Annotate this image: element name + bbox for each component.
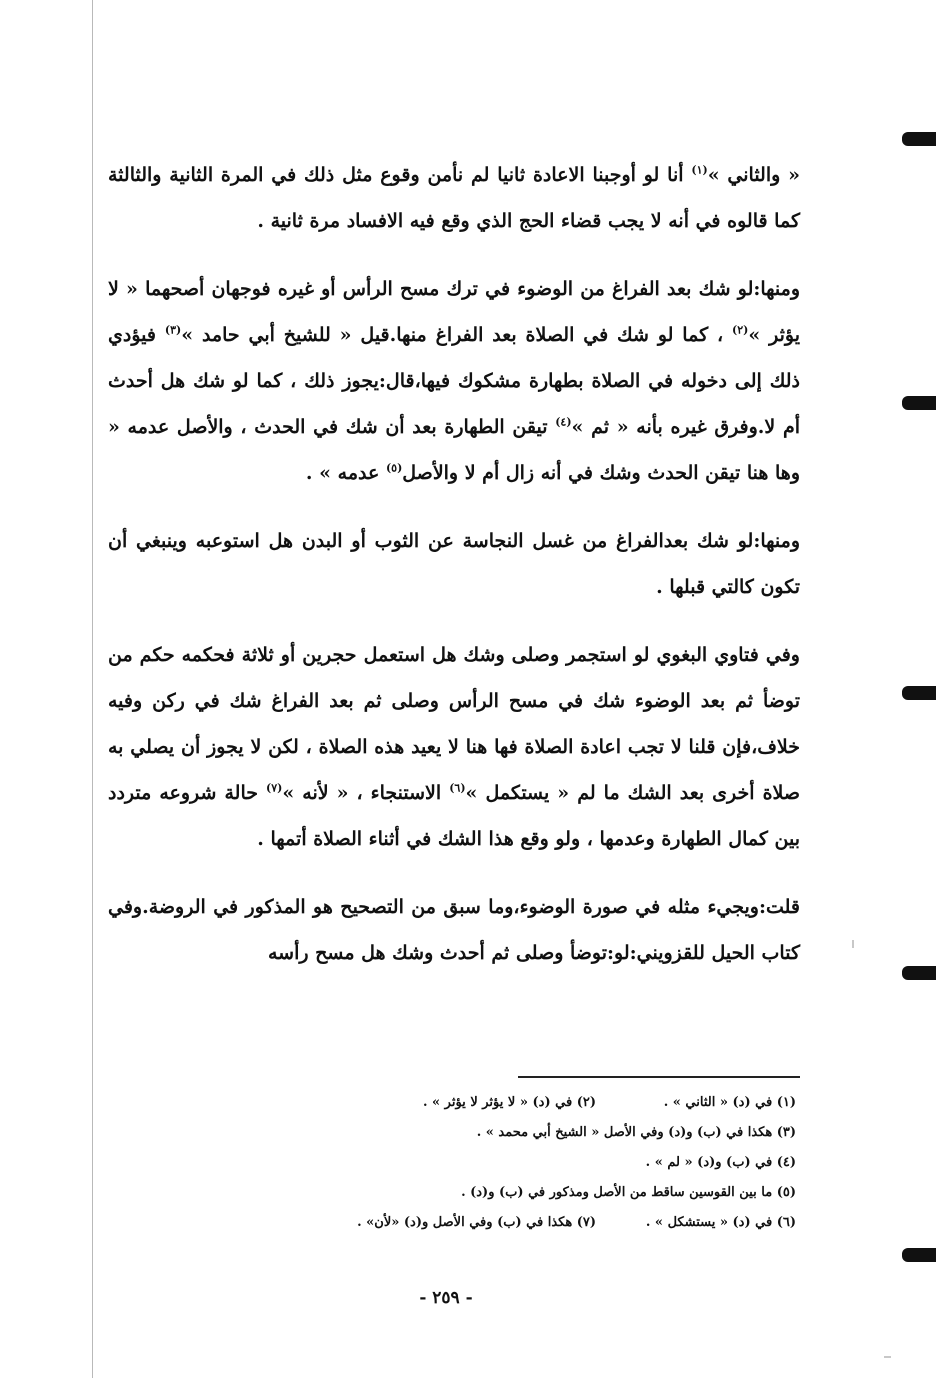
footnotes	[150, 1088, 796, 1238]
footnote-marker[interactable]: (٣)	[164, 323, 182, 337]
page-number: - ٢٥٩ -	[419, 1288, 473, 1308]
paragraph-text: أنا لو أوجبنا الاعادة ثانيا لم نأمن وقوع مثل ذلك في المرة الثانية والثالثة كما قالوه في أنه لا يجب قضاء الحج الذي وقع فيه الافساد مرة ثانية .	[108, 164, 800, 232]
edge-tab-mark	[902, 966, 936, 980]
edge-tab-mark	[902, 132, 936, 146]
paragraph-text: « والثاني »	[707, 164, 800, 186]
paragraph	[108, 884, 800, 976]
paragraph	[108, 152, 800, 244]
scan-speck	[852, 940, 854, 948]
paragraph-text: فيؤدي ذلك إلى دخوله في الصلاة بطهارة مشكوك فيها،قال:يجوز ذلك ، كما لو شك هل أحدث أم لا.وفرق غيره بأنه « ثم »	[108, 324, 800, 438]
body-text	[108, 152, 800, 998]
footnote-marker[interactable]: (٤)	[555, 415, 572, 429]
edge-tab-mark	[902, 686, 936, 700]
paragraph-text: وفي فتاوي البغوي لو استجمر وصلى وشك هل استعمل حجرين أو ثلاثة فحكمه حكم من توضأ ثم بعد الوضوء شك في مسح الرأس وصلى ثم بعد الفراغ شك في ركن وفيه خلاف،فإن قلنا لا تجب اعادة الصلاة فها هنا لا يعيد هذه الصلاة ، لكن لا يجوز أن يصلي به صلاة أخرى بعد الشك ما لم « يستكمل »	[108, 644, 800, 804]
footnote-row	[150, 1178, 796, 1208]
edge-tab-mark	[902, 396, 936, 410]
scan-speck	[884, 1356, 891, 1358]
footnote-2: (٢) في (د) « لا يؤثر لا يؤثر » .	[422, 1095, 596, 1110]
paragraph-text: ، كما لو شك في الصلاة بعد الفراغ منها.قيل « للشيخ أبي حامد »	[181, 324, 732, 346]
footnote-row	[150, 1118, 796, 1148]
footnote-marker[interactable]: (١)	[691, 163, 708, 177]
paragraph-text: تيقن الطهارة بعد أن شك في الحدث ، والأصل عدمه « وها هنا تيقن الحدث وشك في أنه زال أم لا والأصل	[108, 416, 800, 484]
paragraph-text: حالة شروعه متردد بين كمال الطهارة وعدمها ، ولو وقع هذا الشك في أثناء الصلاة أتمها .	[108, 782, 800, 850]
edge-tab-mark	[902, 1248, 936, 1262]
paragraph-text: الاستنجاء ، « لأنه »	[282, 782, 450, 804]
footnote-3: (٣) هكذا في (ب) و(د) وفي الأصل « الشيخ أبي محمد » .	[476, 1125, 796, 1140]
paragraph	[108, 266, 800, 496]
footnote-separator	[518, 1076, 800, 1078]
footnote-1: (١) في (د) « الثاني » .	[663, 1095, 796, 1110]
footnote-marker[interactable]: (٧)	[266, 781, 283, 795]
paragraph-text: ومنها:لو شك بعد الفراغ من الوضوء في ترك مسح الرأس أو غيره فوجهان أصحهما « لا يؤثر »	[108, 278, 800, 346]
footnote-marker[interactable]: (٥)	[385, 461, 403, 475]
footnote-row	[150, 1088, 796, 1118]
footnote-5: (٥) ما بين القوسين ساقط من الأصل ومذكور في (ب) و(د) .	[461, 1185, 796, 1200]
footnote-6: (٦) في (د) « يستشكل » .	[645, 1215, 796, 1230]
paragraph	[108, 518, 800, 610]
footnote-row	[150, 1208, 796, 1238]
paragraph	[108, 632, 800, 862]
paragraph-text: ومنها:لو شك بعدالفراغ من غسل النجاسة عن الثوب أو البدن هل استوعبه وينبغي أن تكون كالتي قبلها .	[108, 530, 800, 598]
footnote-marker[interactable]: (٢)	[732, 323, 749, 337]
footnote-row	[150, 1148, 796, 1178]
footnote-4: (٤) في (ب) و(د) « لم » .	[645, 1155, 796, 1170]
paragraph-text: قلت:ويجيء مثله في صورة الوضوء،وما سبق من التصحيح هو المذكور في الروضة.وفي كتاب الحيل للقزويني:لو:توضأ وصلى ثم أحدث وشك هل مسح رأسه	[108, 896, 800, 964]
footnote-7: (٧) هكذا في (ب) وفي الأصل و(د) «لأن» .	[357, 1215, 596, 1230]
paragraph-text: عدمه » .	[305, 462, 386, 484]
binding-line	[92, 0, 93, 1378]
footnote-marker[interactable]: (٦)	[449, 781, 466, 795]
